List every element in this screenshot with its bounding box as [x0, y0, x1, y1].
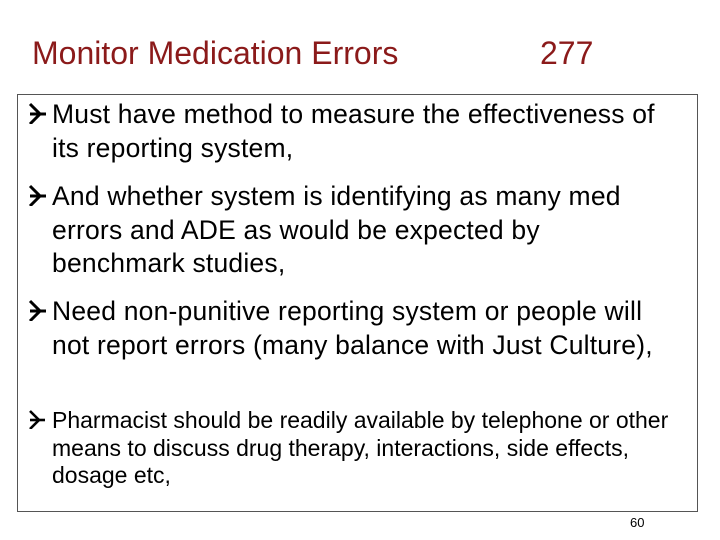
arrow-bullet-icon [28, 407, 52, 429]
bullet-item [28, 295, 668, 362]
bullet-text: Must have method to measure the effectiveness of its reporting system, [52, 99, 655, 163]
slide-title [32, 28, 632, 78]
bullet-item [28, 98, 668, 165]
slide-code: 277 [540, 35, 594, 71]
bullet-item [28, 407, 693, 490]
bullet-text: Need non-punitive reporting system or people will not report errors (many balance with Just Culture), [52, 296, 653, 360]
bullet-text: Pharmacist should be readily available by telephone or other means to discuss drug therapy, interactions, side effects, dosage etc, [52, 407, 669, 488]
page-number: 60 [630, 515, 645, 530]
bullet-list-box [17, 94, 698, 512]
arrow-bullet-icon [28, 180, 52, 206]
bullet-text: And whether system is identifying as many med errors and ADE as would be expected by benchmark studies, [52, 181, 621, 278]
arrow-bullet-icon [28, 295, 52, 321]
arrow-bullet-icon [28, 98, 52, 124]
title-text: Monitor Medication Errors [32, 35, 399, 71]
bullet-item [28, 180, 676, 281]
